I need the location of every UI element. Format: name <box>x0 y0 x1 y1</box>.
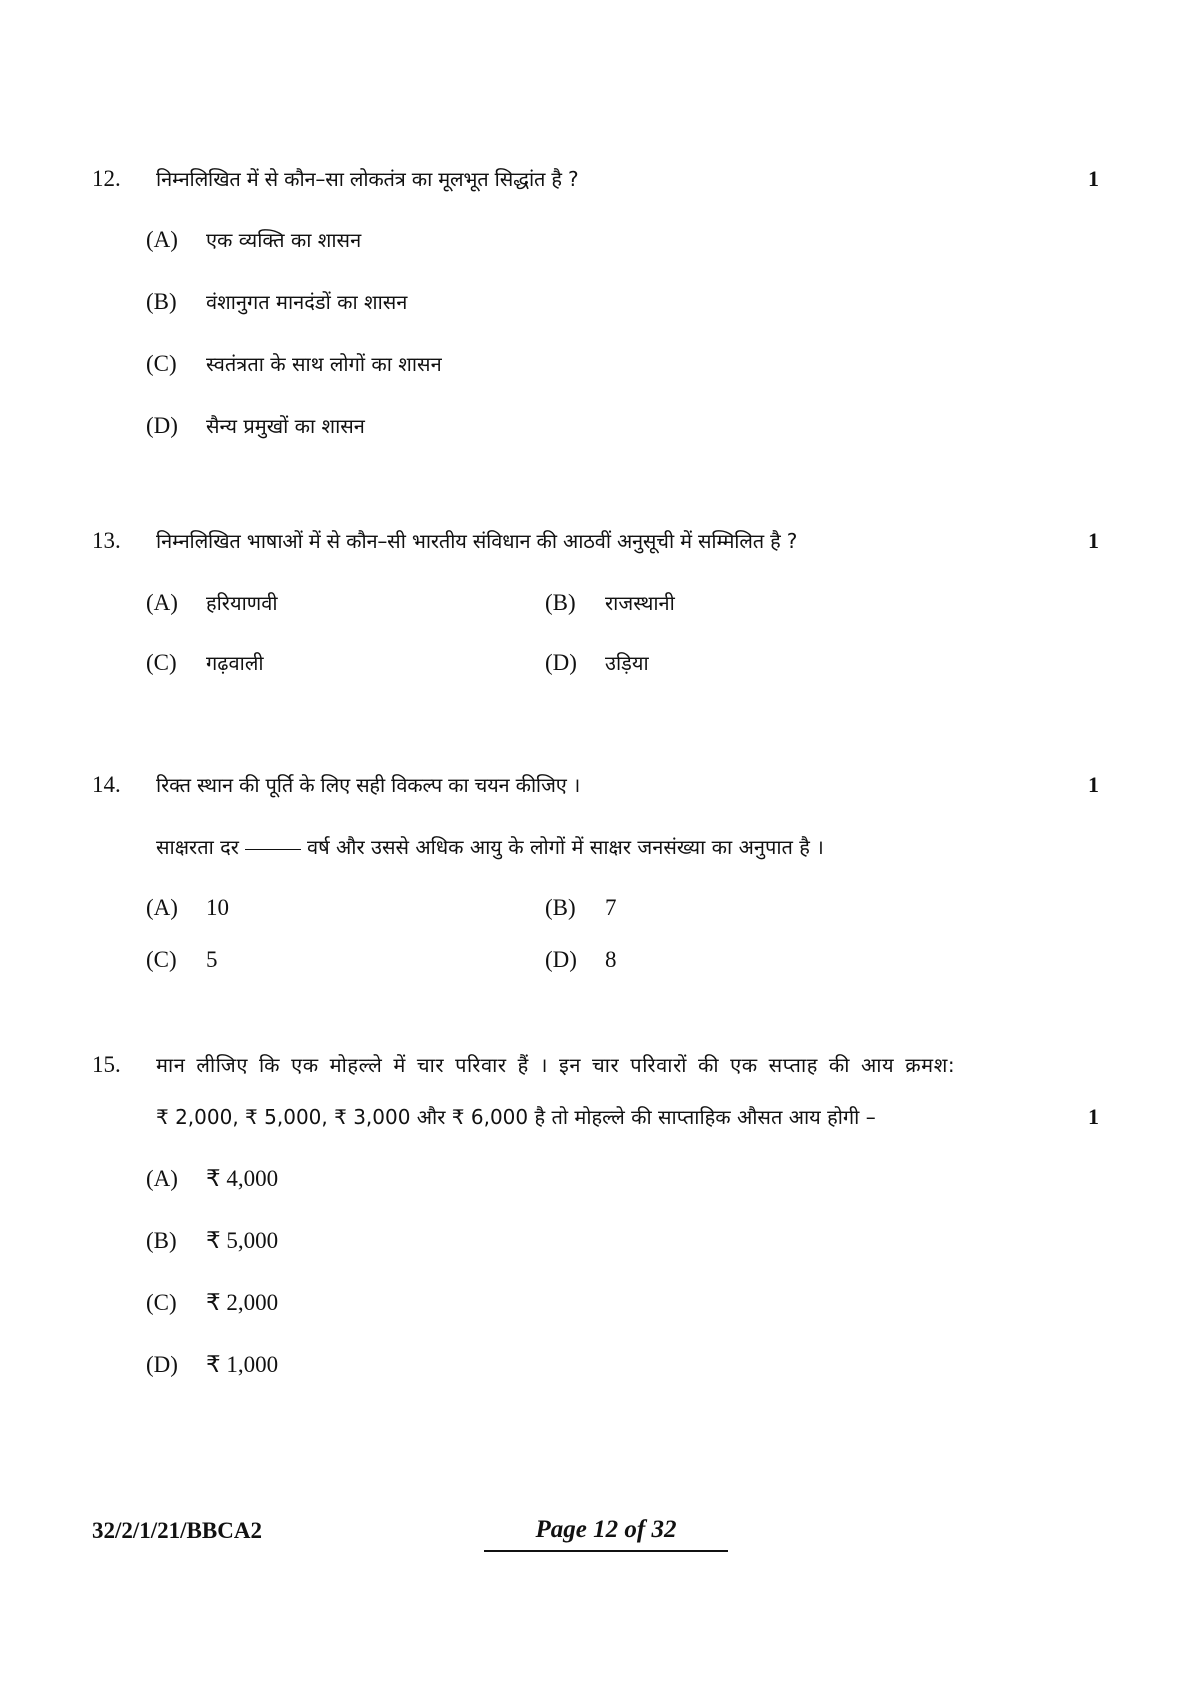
question-number: 13. <box>92 528 121 553</box>
option-text: 10 <box>206 895 229 920</box>
option-text: सैन्य प्रमुखों का शासन <box>206 414 365 438</box>
option-text: 5 <box>206 947 218 972</box>
option-label: (D) <box>146 1352 178 1377</box>
fill-in-blank-statement <box>156 832 824 862</box>
option-label: (B) <box>146 289 177 314</box>
question-text: रिक्त स्थान की पूर्ति के लिए सही विकल्प का चयन कीजिए । <box>156 773 581 797</box>
option-label: (D) <box>146 413 178 438</box>
question-number: 14. <box>92 772 121 797</box>
option-label: (C) <box>146 650 177 675</box>
option-label: (B) <box>545 590 576 615</box>
option-text: ₹ 4,000 <box>206 1166 279 1191</box>
page-number: Page 12 of 32 <box>484 1516 728 1552</box>
option-label: (A) <box>146 895 178 920</box>
option-label: (A) <box>146 590 178 615</box>
option-label: (C) <box>146 947 177 972</box>
option-text: 8 <box>605 947 617 972</box>
option-label: (B) <box>545 895 576 920</box>
statement-after: वर्ष और उससे अधिक आयु के लोगों में साक्षर जनसंख्या का अनुपात है । <box>306 835 824 859</box>
option-text: ₹ 1,000 <box>206 1352 279 1377</box>
question-text-line2: ₹ 2,000, ₹ 5,000, ₹ 3,000 और ₹ 6,000 है तो मोहल्ले की साप्ताहिक औसत आय होगी – <box>156 1105 876 1129</box>
option-label: (D) <box>545 947 577 972</box>
option-text: वंशानुगत मानदंडों का शासन <box>206 290 408 314</box>
question-text: निम्नलिखित भाषाओं में से कौन–सी भारतीय संविधान की आठवीं अनुसूची में सम्मिलित है ? <box>156 529 798 553</box>
option-text: 7 <box>605 895 617 920</box>
option-label: (A) <box>146 1166 178 1191</box>
option-text: ₹ 5,000 <box>206 1228 279 1253</box>
question-number: 15. <box>92 1052 121 1077</box>
question-number: 12. <box>92 166 121 191</box>
option-text: ₹ 2,000 <box>206 1290 279 1315</box>
option-label: (A) <box>146 227 178 252</box>
option-label: (C) <box>146 1290 177 1315</box>
statement-before: साक्षरता दर <box>156 835 239 859</box>
paper-code: 32/2/1/21/BBCA2 <box>92 1518 262 1543</box>
option-text: राजस्थानी <box>605 591 675 615</box>
question-marks: 1 <box>1088 772 1099 797</box>
option-text: एक व्यक्ति का शासन <box>206 228 362 252</box>
question-marks: 1 <box>1088 1104 1099 1129</box>
option-text: उड़िया <box>605 651 649 675</box>
question-text: निम्नलिखित में से कौन–सा लोकतंत्र का मूलभूत सिद्धांत है ? <box>156 167 579 191</box>
option-label: (B) <box>146 1228 177 1253</box>
option-text: स्वतंत्रता के साथ लोगों का शासन <box>206 352 442 376</box>
option-label: (C) <box>146 351 177 376</box>
blank-line <box>245 849 301 850</box>
question-text: मान लीजिए कि एक मोहल्ले में चार परिवार हैं । इन चार परिवारों की एक सप्ताह की आय क्रमश: <box>156 1053 956 1077</box>
option-text: गढ़वाली <box>206 651 264 675</box>
question-marks: 1 <box>1088 528 1099 553</box>
question-marks: 1 <box>1088 166 1099 191</box>
option-text: हरियाणवी <box>206 591 278 615</box>
option-label: (D) <box>545 650 577 675</box>
